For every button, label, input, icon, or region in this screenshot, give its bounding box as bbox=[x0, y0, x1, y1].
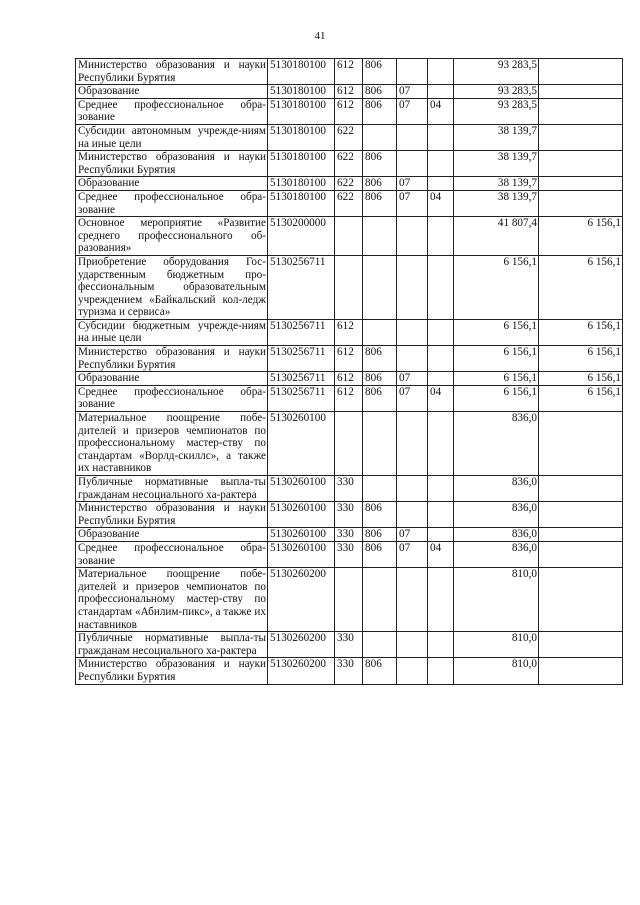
cell-section: 07 bbox=[397, 190, 428, 216]
cell-sum-federal bbox=[539, 124, 623, 150]
cell-sum-total: 836,0 bbox=[454, 502, 539, 528]
cell-sum-total: 810,0 bbox=[454, 658, 539, 684]
cell-name: Министерство образования и науки Республики Бурятия bbox=[76, 59, 268, 85]
cell-expense-type: 330 bbox=[335, 658, 363, 684]
table-row bbox=[76, 541, 623, 567]
cell-expense-type: 612 bbox=[335, 98, 363, 124]
cell-subsection bbox=[428, 658, 454, 684]
cell-expense-type bbox=[335, 412, 363, 476]
cell-chief-administrator: 806 bbox=[363, 502, 397, 528]
cell-target-article: 5130256711 bbox=[268, 346, 335, 372]
cell-section bbox=[397, 476, 428, 502]
cell-target-article: 5130200000 bbox=[268, 217, 335, 256]
cell-section bbox=[397, 412, 428, 476]
cell-sum-total: 836,0 bbox=[454, 476, 539, 502]
cell-name: Среднее профессиональное обра-зование bbox=[76, 190, 268, 216]
table-row bbox=[76, 632, 623, 658]
cell-subsection bbox=[428, 412, 454, 476]
cell-expense-type bbox=[335, 217, 363, 256]
cell-sum-total: 93 283,5 bbox=[454, 85, 539, 99]
cell-chief-administrator: 806 bbox=[363, 151, 397, 177]
cell-sum-total: 836,0 bbox=[454, 528, 539, 542]
cell-expense-type: 612 bbox=[335, 85, 363, 99]
table-row bbox=[76, 385, 623, 411]
cell-chief-administrator: 806 bbox=[363, 346, 397, 372]
cell-target-article: 5130180100 bbox=[268, 151, 335, 177]
cell-subsection bbox=[428, 476, 454, 502]
cell-sum-total: 38 139,7 bbox=[454, 151, 539, 177]
cell-sum-total: 38 139,7 bbox=[454, 124, 539, 150]
cell-sum-federal bbox=[539, 151, 623, 177]
cell-subsection: 04 bbox=[428, 385, 454, 411]
cell-subsection bbox=[428, 319, 454, 345]
cell-chief-administrator bbox=[363, 217, 397, 256]
table-row bbox=[76, 59, 623, 85]
cell-sum-total: 6 156,1 bbox=[454, 346, 539, 372]
cell-subsection: 04 bbox=[428, 541, 454, 567]
cell-chief-administrator: 806 bbox=[363, 59, 397, 85]
cell-name: Среднее профессиональное обра-зование bbox=[76, 98, 268, 124]
cell-chief-administrator: 806 bbox=[363, 177, 397, 191]
cell-section: 07 bbox=[397, 85, 428, 99]
cell-expense-type: 622 bbox=[335, 190, 363, 216]
cell-sum-total: 836,0 bbox=[454, 541, 539, 567]
cell-target-article: 5130260200 bbox=[268, 658, 335, 684]
cell-section: 07 bbox=[397, 528, 428, 542]
cell-target-article: 5130256711 bbox=[268, 319, 335, 345]
cell-name: Субсидии бюджетным учрежде-ниям на иные цели bbox=[76, 319, 268, 345]
cell-sum-federal bbox=[539, 98, 623, 124]
cell-target-article: 5130256711 bbox=[268, 255, 335, 319]
cell-section bbox=[397, 255, 428, 319]
cell-target-article: 5130180100 bbox=[268, 59, 335, 85]
cell-sum-federal: 6 156,1 bbox=[539, 346, 623, 372]
cell-chief-administrator: 806 bbox=[363, 190, 397, 216]
cell-name: Среднее профессиональное обра-зование bbox=[76, 385, 268, 411]
cell-sum-total: 810,0 bbox=[454, 568, 539, 632]
cell-name: Образование bbox=[76, 85, 268, 99]
cell-chief-administrator bbox=[363, 476, 397, 502]
cell-sum-federal bbox=[539, 658, 623, 684]
cell-sum-federal bbox=[539, 85, 623, 99]
cell-sum-federal bbox=[539, 502, 623, 528]
cell-sum-total: 93 283,5 bbox=[454, 59, 539, 85]
cell-sum-total: 6 156,1 bbox=[454, 255, 539, 319]
cell-sum-total: 810,0 bbox=[454, 632, 539, 658]
cell-section: 07 bbox=[397, 98, 428, 124]
cell-chief-administrator: 806 bbox=[363, 85, 397, 99]
table-row bbox=[76, 412, 623, 476]
cell-sum-federal bbox=[539, 476, 623, 502]
cell-sum-federal bbox=[539, 59, 623, 85]
cell-sum-federal bbox=[539, 568, 623, 632]
table-row bbox=[76, 255, 623, 319]
cell-target-article: 5130260100 bbox=[268, 412, 335, 476]
cell-expense-type: 330 bbox=[335, 541, 363, 567]
cell-name: Публичные нормативные выпла-ты гражданам несоциального ха-рактера bbox=[76, 632, 268, 658]
cell-subsection bbox=[428, 151, 454, 177]
cell-expense-type: 622 bbox=[335, 177, 363, 191]
cell-section: 07 bbox=[397, 372, 428, 386]
table-row bbox=[76, 346, 623, 372]
cell-sum-total: 6 156,1 bbox=[454, 372, 539, 386]
cell-target-article: 5130180100 bbox=[268, 190, 335, 216]
cell-subsection bbox=[428, 124, 454, 150]
cell-sum-federal bbox=[539, 412, 623, 476]
cell-target-article: 5130180100 bbox=[268, 177, 335, 191]
cell-subsection bbox=[428, 85, 454, 99]
cell-chief-administrator bbox=[363, 124, 397, 150]
cell-chief-administrator: 806 bbox=[363, 528, 397, 542]
cell-chief-administrator: 806 bbox=[363, 372, 397, 386]
cell-name: Министерство образования и науки Республики Бурятия bbox=[76, 658, 268, 684]
budget-table-body bbox=[76, 59, 623, 685]
cell-section bbox=[397, 151, 428, 177]
cell-section bbox=[397, 658, 428, 684]
cell-chief-administrator bbox=[363, 568, 397, 632]
cell-subsection bbox=[428, 255, 454, 319]
cell-sum-total: 38 139,7 bbox=[454, 190, 539, 216]
cell-target-article: 5130180100 bbox=[268, 98, 335, 124]
cell-chief-administrator: 806 bbox=[363, 658, 397, 684]
cell-expense-type: 612 bbox=[335, 59, 363, 85]
cell-name: Приобретение оборудования Гос-ударственным бюджетным про-фессиональным образовательным учреждением «Байкальский кол-ледж туризма и сервиса» bbox=[76, 255, 268, 319]
table-row bbox=[76, 98, 623, 124]
cell-sum-total: 41 807,4 bbox=[454, 217, 539, 256]
cell-sum-federal bbox=[539, 632, 623, 658]
cell-subsection bbox=[428, 568, 454, 632]
cell-target-article: 5130260200 bbox=[268, 568, 335, 632]
cell-name: Материальное поощрение побе-дителей и призеров чемпионатов по профессиональному мастер-ству по стандартам «Ворлд-скиллс», а также их наставников bbox=[76, 412, 268, 476]
cell-sum-federal: 6 156,1 bbox=[539, 217, 623, 256]
cell-section bbox=[397, 124, 428, 150]
cell-subsection: 04 bbox=[428, 190, 454, 216]
cell-sum-federal bbox=[539, 190, 623, 216]
cell-sum-federal: 6 156,1 bbox=[539, 255, 623, 319]
cell-name: Образование bbox=[76, 528, 268, 542]
cell-subsection bbox=[428, 177, 454, 191]
cell-expense-type bbox=[335, 255, 363, 319]
budget-table bbox=[75, 58, 623, 685]
table-row bbox=[76, 568, 623, 632]
cell-expense-type: 330 bbox=[335, 632, 363, 658]
cell-section bbox=[397, 568, 428, 632]
cell-subsection bbox=[428, 632, 454, 658]
table-row bbox=[76, 190, 623, 216]
cell-section bbox=[397, 502, 428, 528]
cell-section: 07 bbox=[397, 177, 428, 191]
cell-name: Среднее профессиональное обра-зование bbox=[76, 541, 268, 567]
cell-expense-type: 612 bbox=[335, 319, 363, 345]
cell-subsection bbox=[428, 217, 454, 256]
table-row bbox=[76, 124, 623, 150]
cell-name: Основное мероприятие «Развитие среднего профессионального об-разования» bbox=[76, 217, 268, 256]
table-row bbox=[76, 502, 623, 528]
cell-sum-total: 6 156,1 bbox=[454, 319, 539, 345]
cell-name: Субсидии автономным учрежде-ниям на иные цели bbox=[76, 124, 268, 150]
cell-target-article: 5130260100 bbox=[268, 476, 335, 502]
page-number: 41 bbox=[314, 30, 326, 42]
cell-name: Материальное поощрение побе-дителей и призеров чемпионатов по профессиональному мастер-ству по стандартам «Абилим-пикс», а также их наставников bbox=[76, 568, 268, 632]
table-row bbox=[76, 85, 623, 99]
cell-subsection bbox=[428, 502, 454, 528]
cell-chief-administrator bbox=[363, 255, 397, 319]
cell-sum-total: 6 156,1 bbox=[454, 385, 539, 411]
cell-target-article: 5130256711 bbox=[268, 372, 335, 386]
cell-subsection bbox=[428, 528, 454, 542]
cell-chief-administrator bbox=[363, 412, 397, 476]
cell-target-article: 5130260100 bbox=[268, 528, 335, 542]
table-row bbox=[76, 372, 623, 386]
cell-expense-type: 330 bbox=[335, 528, 363, 542]
cell-chief-administrator bbox=[363, 319, 397, 345]
cell-expense-type bbox=[335, 568, 363, 632]
cell-target-article: 5130180100 bbox=[268, 124, 335, 150]
cell-sum-total: 836,0 bbox=[454, 412, 539, 476]
table-row bbox=[76, 151, 623, 177]
cell-target-article: 5130260100 bbox=[268, 541, 335, 567]
cell-section: 07 bbox=[397, 541, 428, 567]
table-row bbox=[76, 319, 623, 345]
cell-target-article: 5130260100 bbox=[268, 502, 335, 528]
cell-target-article: 5130256711 bbox=[268, 385, 335, 411]
cell-subsection bbox=[428, 372, 454, 386]
cell-section bbox=[397, 59, 428, 85]
cell-sum-federal bbox=[539, 177, 623, 191]
table-row bbox=[76, 177, 623, 191]
cell-expense-type: 622 bbox=[335, 151, 363, 177]
cell-chief-administrator: 806 bbox=[363, 98, 397, 124]
cell-sum-total: 93 283,5 bbox=[454, 98, 539, 124]
cell-expense-type: 330 bbox=[335, 476, 363, 502]
cell-name: Министерство образования и науки Республики Бурятия bbox=[76, 151, 268, 177]
cell-name: Образование bbox=[76, 177, 268, 191]
table-row bbox=[76, 528, 623, 542]
cell-expense-type: 612 bbox=[335, 372, 363, 386]
cell-sum-federal bbox=[539, 541, 623, 567]
cell-sum-federal: 6 156,1 bbox=[539, 385, 623, 411]
cell-name: Образование bbox=[76, 372, 268, 386]
cell-sum-federal: 6 156,1 bbox=[539, 319, 623, 345]
cell-name: Министерство образования и науки Республики Бурятия bbox=[76, 346, 268, 372]
cell-expense-type: 612 bbox=[335, 346, 363, 372]
cell-subsection: 04 bbox=[428, 98, 454, 124]
cell-sum-total: 38 139,7 bbox=[454, 177, 539, 191]
table-row bbox=[76, 476, 623, 502]
cell-sum-federal bbox=[539, 528, 623, 542]
cell-sum-federal: 6 156,1 bbox=[539, 372, 623, 386]
cell-name: Публичные нормативные выпла-ты гражданам несоциального ха-рактера bbox=[76, 476, 268, 502]
cell-expense-type: 622 bbox=[335, 124, 363, 150]
cell-section bbox=[397, 632, 428, 658]
cell-target-article: 5130260200 bbox=[268, 632, 335, 658]
cell-section bbox=[397, 319, 428, 345]
cell-chief-administrator: 806 bbox=[363, 385, 397, 411]
cell-section bbox=[397, 217, 428, 256]
table-row bbox=[76, 658, 623, 684]
cell-chief-administrator bbox=[363, 632, 397, 658]
cell-target-article: 5130180100 bbox=[268, 85, 335, 99]
cell-section bbox=[397, 346, 428, 372]
cell-expense-type: 612 bbox=[335, 385, 363, 411]
cell-section: 07 bbox=[397, 385, 428, 411]
cell-subsection bbox=[428, 59, 454, 85]
cell-expense-type: 330 bbox=[335, 502, 363, 528]
cell-name: Министерство образования и науки Республики Бурятия bbox=[76, 502, 268, 528]
cell-subsection bbox=[428, 346, 454, 372]
cell-chief-administrator: 806 bbox=[363, 541, 397, 567]
table-row bbox=[76, 217, 623, 256]
